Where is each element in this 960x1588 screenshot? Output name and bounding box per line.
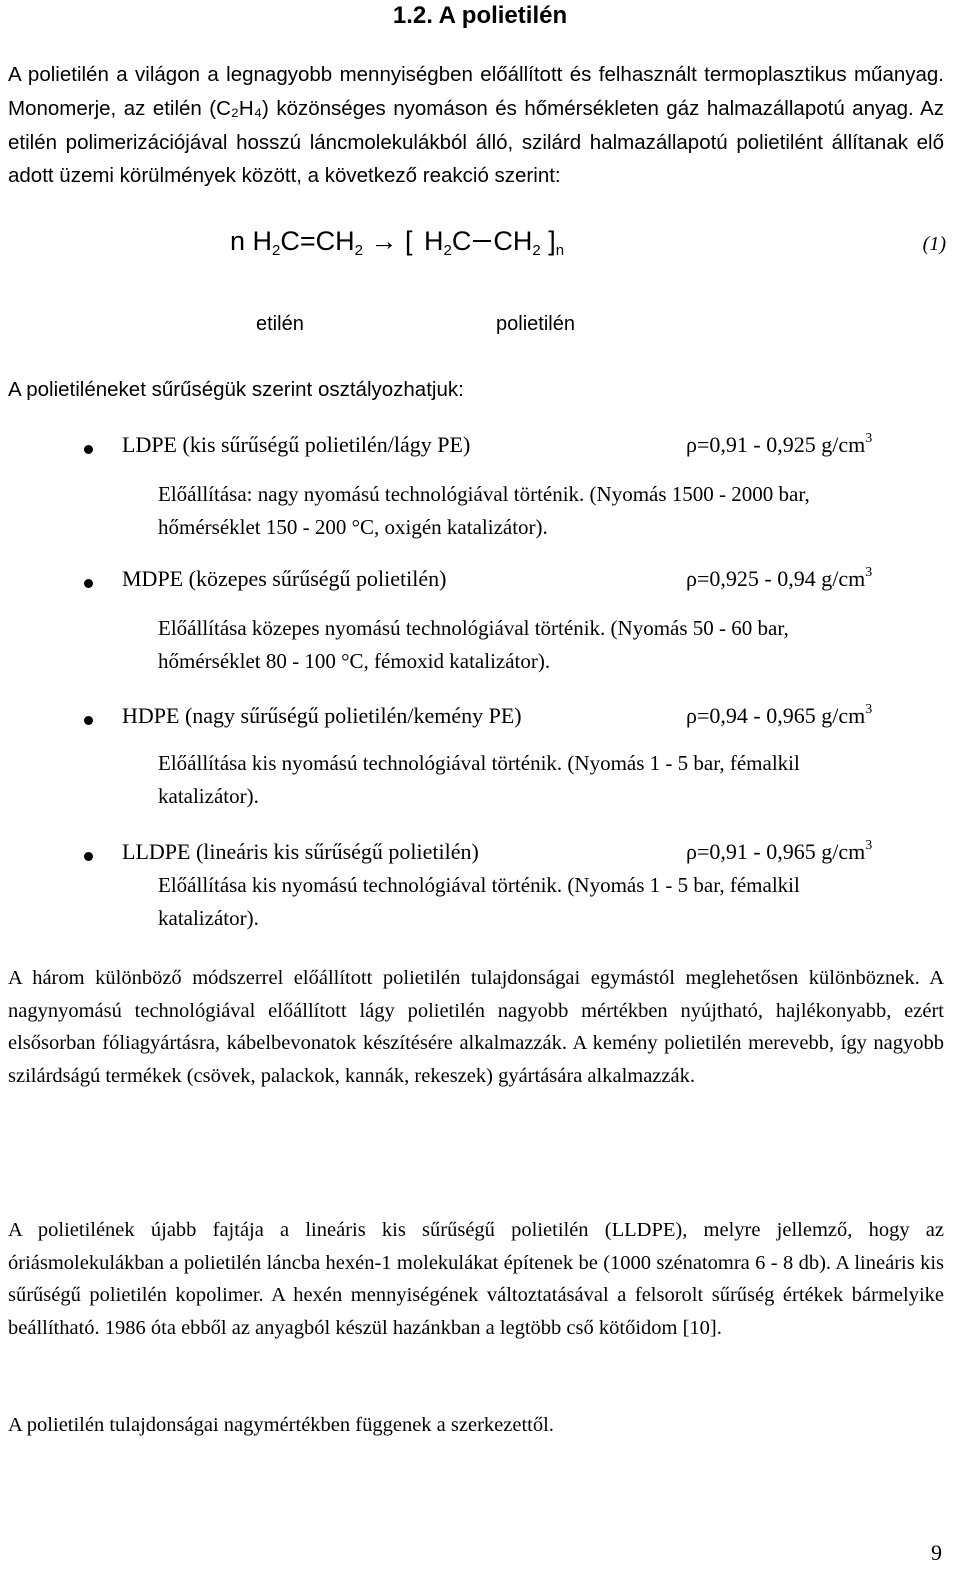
page-number: 9 xyxy=(931,1540,942,1565)
eq-n: n xyxy=(230,226,246,256)
eq-product-c: C xyxy=(451,226,472,256)
lldpe-description: Előállítása kis nyomású technológiával történik. (Nyomás 1 - 5 bar, fémalkil katalizátor). xyxy=(158,873,800,930)
bullet-ldpe xyxy=(84,445,93,454)
classification-intro: A polietiléneket sűrűségük szerint osztályozhatjuk: xyxy=(8,378,464,401)
mdpe-density: ρ=0,925 - 0,94 $g/cm^3$ xyxy=(686,565,873,591)
intro-paragraph: A polietilén a világon a legnagyobb mennyiségben előállított és felhasznált termoplasztikus műanyag. Monomerje, az etilén (C₂H₄) közönséges nyomáson és hőmérsékleten gáz halmazállapotú anyag. Az etilén polimerizációjával hosszú láncmolekulákból álló, szilárd halmazállapotú polietilént állítanak elő adott üzemi körülmények között, a következő reakció szerint: xyxy=(8,63,944,188)
ldpe-name: LDPE (kis sűrűségű polietilén/lágy PE) xyxy=(122,432,471,457)
lldpe-paragraph: A polietilének újabb fajtája a lineáris kis sűrűségű polietilén (LLDPE), melyre jellemző, hogy az óriásmolekulákban a polietilén láncba hexén-1 molekulákat építenek be (1000 szénatomra 6 - 8 db). A lineáris kis sűrűségű polietilén kopolimer. A hexén mennyiségének változtatásával a felsorolt sűrűség értékek bármelyike beállítható. 1986 óta ebből az anyagból készül hazánkban a legtöbb cső kötőidom [10]. xyxy=(8,1219,944,1340)
eq-bracket-open: [ xyxy=(405,226,421,256)
properties-paragraph: A három különböző módszerrel előállított polietilén tulajdonságai egymástól meglehetősen különböznek. A nagynyomású technológiával előállított lágy polietilén nagyobb mértékben nyújtható, hajlékonyabb, ezért elsősorban fóliagyártásra, kábelbevonatok készítésére alkalmazzák. A kemény polietilén merevebb, így nagyobb szilárdságú termékek (csövek, palackok, kannák, rekeszek) gyártására alkalmazzák. xyxy=(8,967,944,1088)
ldpe-density: ρ=0,91 - 0,925 $g/cm^3$ xyxy=(686,431,873,457)
equation-number: (1) xyxy=(922,233,946,255)
hdpe-name: HDPE (nagy sűrűségű polietilén/kemény PE) xyxy=(122,703,522,728)
ldpe-description: Előállítása: nagy nyomású technológiával történik. (Nyomás 1500 - 2000 bar, hőmérséklet 150 - 200 °C, oxigén katalizátor). xyxy=(158,482,810,539)
section-heading: 1.2. A polietilén xyxy=(392,2,568,29)
eq-arrow: → xyxy=(370,226,398,256)
eq-product-ch-sub: 2 xyxy=(532,242,541,259)
bullet-lldpe xyxy=(84,852,93,861)
hdpe-description: Előállítása kis nyomású technológiával történik. (Nyomás 1 - 5 bar, fémalkil katalizátor). xyxy=(158,751,800,808)
eq-product-h: H xyxy=(424,226,444,256)
eq-product-ch: CH xyxy=(493,226,533,256)
eq-product-n-sub: n xyxy=(555,242,565,259)
bullet-hdpe xyxy=(84,716,93,725)
bullet-mdpe xyxy=(84,579,93,588)
lldpe-name: LLDPE (lineáris kis sűrűségű polietilén) xyxy=(122,839,479,864)
eq-reactant-h: H xyxy=(252,226,273,256)
hdpe-density: ρ=0,94 - 0,965 $g/cm^3$ xyxy=(686,702,873,728)
eq-reactant-mid: C=CH xyxy=(280,226,355,256)
eq-bracket-close: ] xyxy=(540,226,556,256)
eq-product-h-sub: 2 xyxy=(443,242,452,259)
lldpe-density: ρ=0,91 - 0,965 $g/cm^3$ xyxy=(686,838,873,864)
structure-paragraph: A polietilén tulajdonságai nagymértékben függenek a szerkezettől. xyxy=(8,1414,554,1436)
eq-reactant-end-sub: 2 xyxy=(354,242,363,259)
reaction-equation xyxy=(230,226,564,257)
mdpe-description: Előállítása közepes nyomású technológiával történik. (Nyomás 50 - 60 bar, hőmérséklet 80 - 100 °C, fémoxid katalizátor). xyxy=(158,616,789,673)
mdpe-name: MDPE (közepes sűrűségű polietilén) xyxy=(122,566,447,591)
eq-bond-line xyxy=(473,240,491,242)
label-ethylene: etilén xyxy=(256,313,304,335)
eq-reactant-h-sub: 2 xyxy=(272,242,281,259)
label-polyethylene: polietilén xyxy=(496,313,575,335)
